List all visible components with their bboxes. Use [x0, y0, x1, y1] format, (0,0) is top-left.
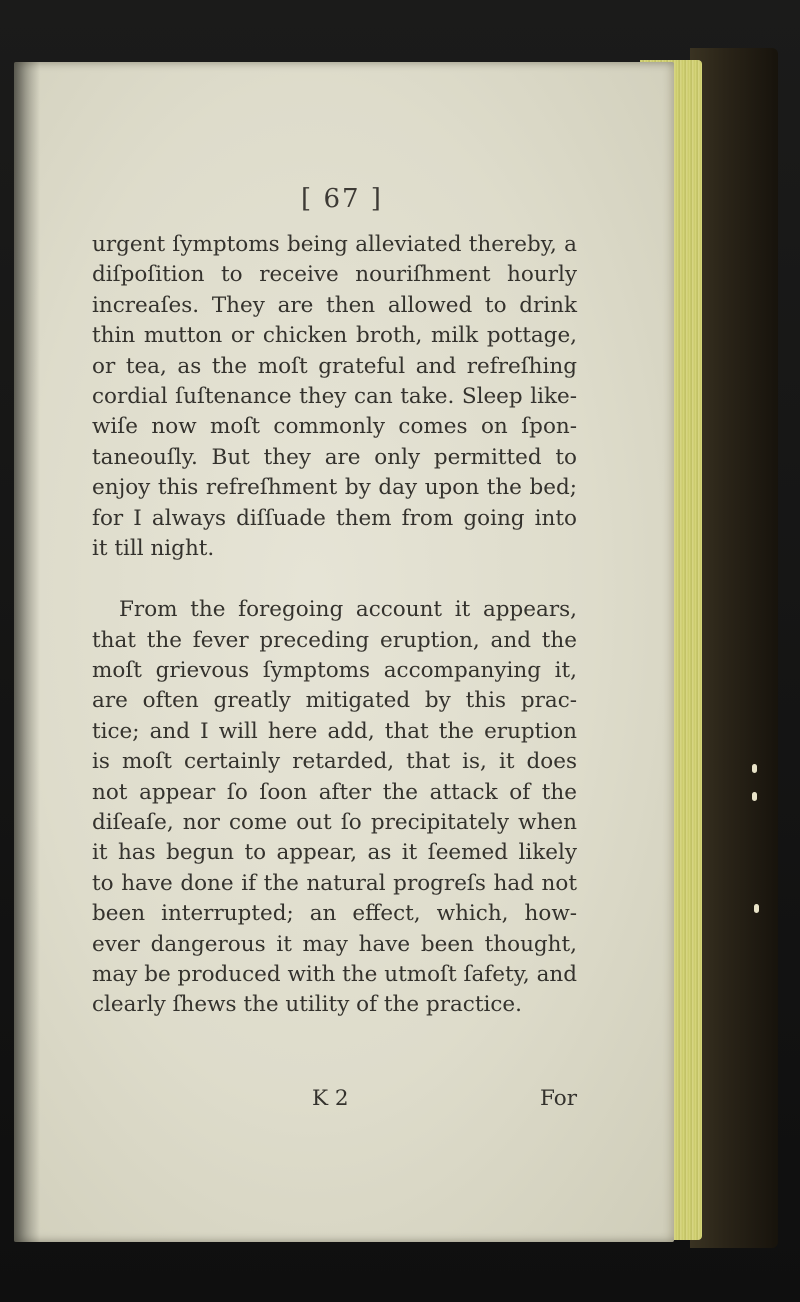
text-line: that the fever preceding eruption, and the: [92, 627, 577, 653]
text-line: not appear ſo ſoon after the attack of the: [92, 779, 577, 805]
catchword: For: [540, 1086, 577, 1111]
text-line: clearly ſhews the utility of the practice.: [92, 992, 522, 1018]
paragraph-2: [92, 595, 577, 1020]
text-line: may be produced with the utmoſt ſafety, and: [92, 961, 577, 987]
book-cover-edge: [690, 48, 778, 1248]
cover-speck: [752, 792, 757, 801]
gutter-shadow: [14, 62, 40, 1242]
text-line: it till night.: [92, 535, 215, 561]
text-line: it has begun to appear, as it ſeemed likely: [92, 840, 577, 866]
text-line: is moſt certainly retarded, that is, it does: [92, 749, 577, 775]
text-line: diſeaſe, nor come out ſo precipitately when: [92, 810, 577, 836]
text-line: wiſe now moſt commonly comes on ſpon-: [92, 414, 577, 440]
text-line: urgent ſymptoms being alleviated thereby, a: [92, 232, 577, 257]
cover-speck: [754, 904, 759, 913]
text-line: are often greatly mitigated by this prac-: [92, 688, 577, 714]
cover-speck: [752, 764, 757, 773]
text-line: cordial ſuſtenance they can take. Sleep like-: [92, 383, 577, 409]
body-text: [92, 230, 577, 1021]
page-footer: [92, 1086, 577, 1116]
text-line: diſpoſition to receive nouriſhment hourly: [92, 262, 577, 288]
book-page: [14, 62, 674, 1242]
text-line: been interrupted; an effect, which, how-: [92, 901, 577, 927]
text-line: taneouſly. But they are only permitted to: [92, 444, 577, 470]
signature-mark: K 2: [312, 1086, 349, 1111]
text-line: From the foregoing account it appears,: [119, 597, 577, 623]
text-line: increaſes. They are then allowed to drink: [92, 292, 577, 318]
text-line: to have done if the natural progreſs had not: [92, 870, 577, 896]
text-line: moſt grievous ſymptoms accompanying it,: [92, 658, 577, 684]
text-line: thin mutton or chicken broth, milk pottage,: [92, 323, 577, 349]
page-number: [ 67 ]: [301, 184, 383, 214]
paragraph-1: [92, 230, 577, 564]
text-line: for I always diſſuade them from going into: [92, 505, 577, 531]
text-line: enjoy this refreſhment by day upon the bed;: [92, 475, 577, 501]
text-line: or tea, as the moſt grateful and refreſhing: [92, 353, 577, 379]
text-line: ever dangerous it may have been thought,: [92, 931, 577, 957]
text-line: tice; and I will here add, that the eruption: [92, 718, 577, 744]
